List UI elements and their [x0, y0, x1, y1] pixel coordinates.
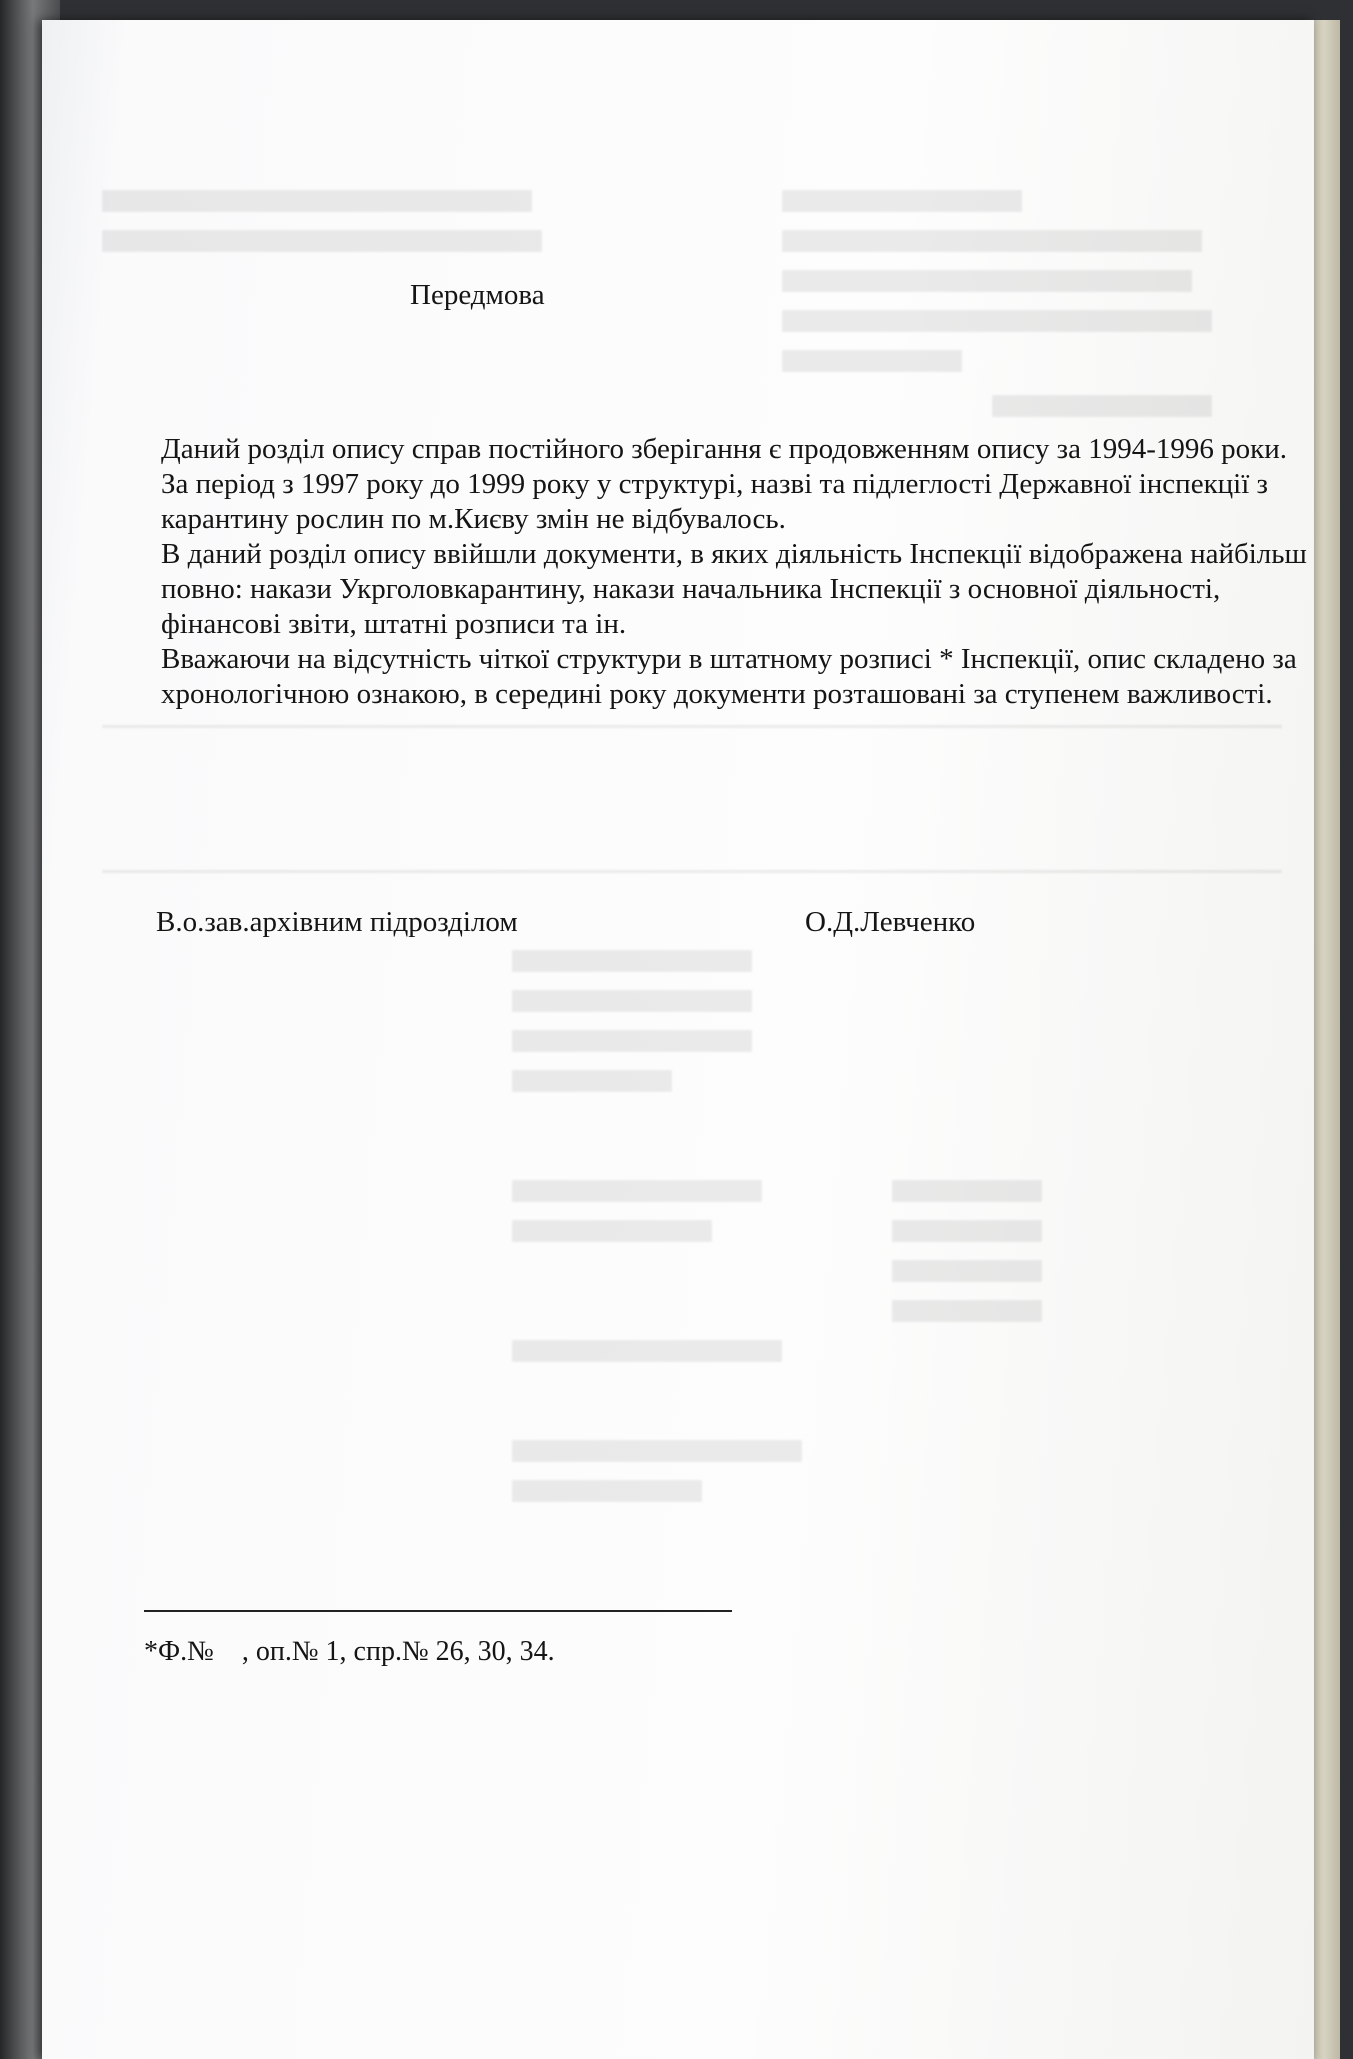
footnote-reference: , оп.№ 1, спр.№ 26, 30, 34.: [241, 1636, 555, 1667]
signatory-name: О.Д.Левченко: [805, 906, 976, 938]
preface-paragraph: Даний розділ опису справ постійного зберігання є продовженням опису за 1994-1996 роки.: [161, 433, 1287, 465]
footnote-marker: *Ф.№: [144, 1636, 214, 1667]
footnote: [144, 1634, 555, 1669]
preface-paragraph: За період з 1997 року до 1999 року у структурі, назві та підлеглості Державної інспекції з карантину рослин по м.Києву змін не відбувалось.: [161, 468, 1268, 535]
preface-paragraph: В даний розділ опису ввійшли документи, в яких діяльність Інспекції відображена найбільш повно: накази Укрголовкарантину, накази начальника Інспекції з основної діяльності, фінансові звіти, штатні розписи та ін.: [161, 538, 1307, 640]
show-through-header: [102, 190, 1282, 1528]
document-title: Передмова: [410, 279, 545, 311]
document-page: [42, 20, 1314, 2059]
show-through-lines: [102, 190, 1282, 1520]
footnote-divider: [144, 1610, 732, 1612]
preface-paragraph: Вважаючи на відсутність чіткої структури в штатному розписі * Інспекції, опис складено за хронологічною ознакою, в середині року документи розташовані за ступенем важливості.: [161, 643, 1297, 710]
preface-body: [161, 432, 1321, 712]
signatory-position: В.о.зав.архівним підрозділом: [156, 906, 518, 938]
